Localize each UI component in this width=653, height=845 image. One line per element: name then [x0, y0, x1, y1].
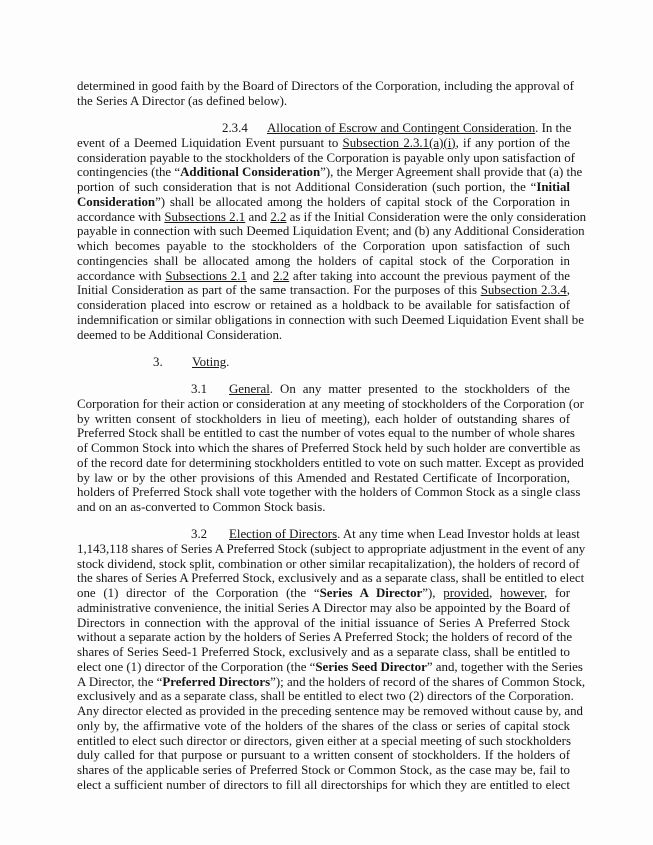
text-line: [77, 136, 570, 151]
text-line: [77, 485, 581, 500]
text-segment: ,: [566, 283, 570, 298]
underlined-reference: 2.2: [273, 268, 290, 283]
text-segment: by law or by the other provisions of this Amended and Restated Certificate of Incorporation,: [77, 470, 570, 485]
text-line: [77, 312, 584, 328]
underlined-reference: Election of Directors: [229, 527, 338, 541]
underlined-reference: General: [229, 382, 270, 396]
text-segment: the Series A Director (as defined below).: [77, 93, 288, 108]
underlined-reference: 2.2: [270, 209, 287, 224]
text-segment: . In the: [535, 121, 572, 135]
section-2-3-4: [77, 121, 587, 342]
text-line: [77, 674, 586, 690]
text-line: [77, 455, 584, 471]
text-segment: 1,143,118 shares of Series A Preferred Stock (subject to appropriate adjustment in the event of any: [77, 541, 586, 556]
text-line: [77, 441, 581, 456]
text-segment: Any director elected as provided in the preceding sentence may be removed without cause by, and: [77, 704, 584, 718]
text-segment: ”) shall be allocated among the holders of capital stock of the Corporation in: [155, 194, 570, 209]
text-line: [77, 527, 580, 542]
text-segment: consideration placed into escrow or retained as a holdback to be available for satisfaction of: [77, 298, 570, 312]
text-line: [77, 748, 570, 763]
section-number: 3.: [153, 355, 163, 369]
text-segment: exclusively and as a separate class, shall be entitled to elect two (2) directors of the Corporation.: [77, 689, 574, 704]
underlined-reference: Voting: [192, 355, 227, 369]
text-line: [77, 571, 585, 586]
text-segment: ”), the Merger Agreement shall provide that (a) the: [320, 165, 583, 180]
text-segment: Directors in connection with the approval of the initial issuance of Series A Preferred Stock: [77, 615, 570, 630]
defined-term: Preferred Directors: [162, 674, 271, 689]
text-line: [77, 778, 570, 793]
text-segment: by written consent of stockholders in lieu of meeting), each holder of outstanding shares of: [77, 411, 570, 426]
text-line: [77, 616, 570, 631]
underlined-reference: Subsection 2.3.4: [480, 283, 567, 298]
text-segment: elect a sufficient number of directors to fill all directorships for which they are entitled to elect: [77, 777, 570, 792]
defined-term: Consideration: [77, 194, 156, 209]
text-segment: . At any time when Lead Investor holds at least: [337, 527, 580, 541]
text-line: [77, 601, 570, 616]
text-segment: stock dividend, stock split, combination or other similar recapitalization), the holders of record of: [77, 556, 580, 571]
text-segment: ,: [489, 586, 501, 600]
text-segment: , if any portion of the: [455, 135, 570, 150]
text-segment: event of a Deemed Liquidation Event pursuant to: [77, 135, 343, 150]
text-segment: ” and, together with the Series: [426, 659, 583, 674]
paragraph-continuation: [77, 79, 574, 109]
text-segment: the shares of Series A Preferred Stock, exclusively and as a separate class, shall be entitled to elect: [77, 571, 585, 586]
text-segment: , for: [544, 586, 571, 600]
text-line: [77, 586, 570, 601]
text-segment: only by, the affirmative vote of the holders of the shares of the class or series of capital stock: [77, 718, 570, 733]
text-line: [77, 94, 570, 109]
text-line: [77, 209, 587, 225]
section-number: 3.2: [191, 527, 208, 541]
text-segment: holders of Preferred Stock shall vote together with the holders of Common Stock as a single class: [77, 485, 581, 500]
text-line: [77, 239, 570, 254]
text-segment: Corporation for their action or consideration at any meeting of stockholders of the Corporation (or: [77, 396, 584, 411]
text-segment: administrative convenience, the initial Series A Director may also be appointed by the Board of: [77, 600, 570, 615]
text-line: [77, 541, 586, 557]
text-line: [77, 180, 570, 195]
underlined-reference: Subsection 2.3.1(a)(i): [342, 135, 456, 150]
text-line: [77, 412, 570, 427]
text-line: [77, 734, 570, 749]
defined-term: Initial: [536, 180, 570, 194]
text-segment: and on an as-converted to Common Stock basis.: [77, 500, 326, 514]
text-line: [77, 328, 570, 343]
text-line: [77, 500, 570, 515]
text-line: [77, 556, 580, 572]
text-segment: of the record date for determining stockholders entitled to vote on such matter. Except as provided: [77, 455, 584, 470]
text-segment: and: [246, 268, 274, 283]
text-segment: accordance with: [77, 209, 165, 224]
section-number: 3.1: [191, 382, 208, 396]
text-segment: without a separate action by the holders of Series A Preferred Stock; the holders of record of the: [77, 630, 573, 645]
underlined-reference: provided: [443, 586, 490, 600]
text-segment: contingencies shall be allocated among the holders of capital stock of the Corporation in: [77, 253, 570, 268]
text-line: [77, 630, 573, 645]
text-segment: Initial Consideration as part of the same transaction. For the purposes of this: [77, 283, 481, 298]
text-segment: which becomes payable to the stockholders of the Corporation upon satisfaction of such: [77, 239, 570, 253]
text-segment: .: [226, 355, 230, 369]
text-line: [77, 471, 570, 486]
text-line: [77, 719, 570, 734]
text-segment: shares of Series Seed-1 Preferred Stock, exclusively and as a separate class, shall be entitled to: [77, 645, 570, 659]
text-segment: accordance with: [77, 268, 166, 283]
text-segment: Preferred Stock shall be entitled to cast the number of votes equal to the number of whole shares: [77, 426, 575, 441]
text-segment: portion of such consideration that is not Additional Consideration (such portion, the “: [77, 180, 537, 194]
text-segment: ”); and the holders of record of the shares of Common Stock,: [270, 674, 586, 689]
defined-term: Series Seed Director: [315, 659, 427, 674]
text-segment: shares of the applicable series of Preferred Stock or Common Stock, as the case may be, fail to: [77, 763, 570, 777]
text-line: [77, 283, 570, 298]
text-segment: after taking into account the previous payment of the: [289, 268, 570, 283]
section-3-2: [77, 527, 586, 793]
text-line: [77, 355, 570, 370]
text-segment: consideration payable to the stockholders of the Corporation is payable only upon satisfaction of: [77, 150, 575, 165]
text-segment: one (1) director of the Corporation (the “: [77, 586, 320, 600]
text-segment: A Director, the “: [77, 674, 163, 689]
text-line: [77, 269, 570, 284]
text-line: [77, 150, 575, 166]
text-segment: elect one (1) director of the Corporation (the “: [77, 659, 316, 674]
underlined-reference: Subsections 2.1: [165, 268, 247, 283]
defined-term: Series A Director: [319, 586, 423, 600]
text-line: [77, 689, 574, 704]
text-segment: duly called for that purpose or pursuant to a written consent of stockholders. If the holders of: [77, 748, 570, 763]
text-line: [77, 195, 570, 210]
section-3-1: [77, 382, 584, 515]
text-line: [77, 426, 575, 441]
text-line: [77, 704, 584, 719]
text-segment: indemnification or similar obligations in connection with such Deemed Liquidation Event shall be: [77, 312, 584, 327]
text-segment: as if the Initial Consideration were the only consideration: [286, 209, 587, 224]
text-segment: and: [245, 209, 271, 224]
text-line: [77, 396, 584, 412]
text-segment: entitled to elect such director or directors, given either at a special meeting of such stockholders: [77, 733, 571, 748]
text-segment: deemed to be Additional Consideration.: [77, 327, 283, 342]
text-segment: determined in good faith by the Board of Directors of the Corporation, including the approval of: [77, 79, 574, 93]
text-line: [77, 298, 570, 313]
defined-term: Additional Consideration: [180, 165, 321, 180]
underlined-reference: however: [500, 586, 544, 600]
section-3-heading: [77, 355, 570, 370]
text-line: [77, 254, 570, 269]
underlined-reference: Subsections 2.1: [164, 209, 246, 224]
text-segment: ”),: [422, 586, 444, 600]
text-line: [77, 382, 570, 397]
text-segment: of Common Stock into which the shares of Preferred Stock held by such holder are convertible as: [77, 441, 581, 455]
text-segment: payable in connection with such Deemed Liquidation Event; and (b) any Additional Consideration: [77, 224, 585, 239]
text-line: [77, 645, 570, 660]
text-line: [77, 165, 583, 180]
text-line: [77, 659, 583, 675]
section-number: 2.3.4: [222, 121, 248, 135]
text-line: [77, 121, 570, 136]
text-line: [77, 763, 570, 778]
text-line: [77, 79, 574, 94]
text-segment: . On any matter presented to the stockholders of the: [269, 382, 570, 396]
underlined-reference: Allocation of Escrow and Contingent Consideration: [267, 121, 536, 135]
text-segment: contingencies (the “: [77, 165, 181, 180]
text-line: [77, 224, 585, 239]
